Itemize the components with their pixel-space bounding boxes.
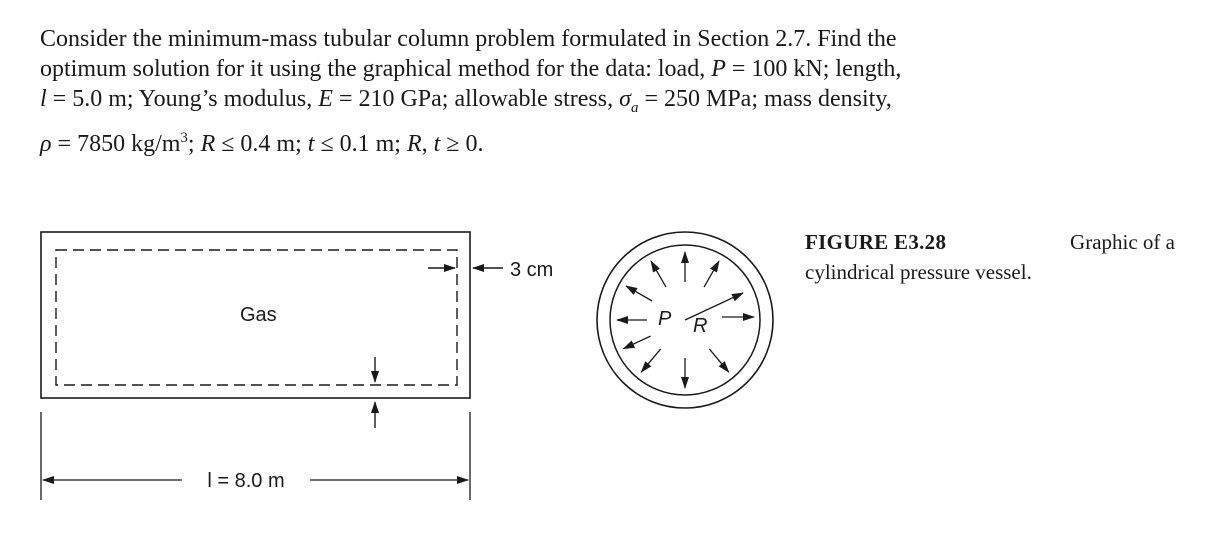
math-symbol: t [433, 130, 441, 157]
vessel-side-view [41, 232, 553, 500]
thickness-label: 3 cm [510, 259, 554, 281]
problem-text: , [421, 130, 434, 157]
math-symbol: a [630, 99, 639, 116]
problem-text: ≥ 0. [440, 130, 484, 157]
problem-text: = 5.0 m; Young’s modulus, [46, 86, 319, 112]
pressure-arrow [626, 286, 652, 301]
problem-text: Consider the minimum-mass tubular column problem formulated in Section 2.7. Find the [40, 26, 897, 52]
vessel-cross-section [597, 232, 773, 408]
figure-caption [805, 227, 1175, 287]
math-symbol: l [40, 86, 47, 112]
math-symbol: R [406, 130, 422, 157]
length-label: l = 8.0 m [207, 470, 285, 492]
math-symbol: R [200, 130, 216, 157]
math-symbol: t [307, 130, 315, 157]
pressure-arrow [709, 349, 728, 372]
pressure-arrow [704, 261, 719, 287]
caption-label: FIGURE E3.28 [805, 230, 947, 254]
pressure-arrow [651, 261, 666, 287]
pressure-arrow [641, 349, 660, 372]
caption-text-first: Graphic of a [1070, 230, 1175, 254]
problem-text: = 250 MPa; mass density, [638, 86, 892, 112]
math-symbol: σ [619, 86, 631, 112]
pressure-label: P [658, 308, 672, 330]
problem-text: = 210 GPa; allowable stress, [332, 86, 620, 112]
math-symbol: E [318, 86, 333, 112]
math-symbol: ρ [40, 130, 52, 157]
math-symbol: P [711, 56, 726, 82]
problem-text: ≤ 0.4 m; [215, 130, 308, 157]
problem-text: 3 [180, 129, 188, 146]
problem-text: = 7850 kg/m [51, 130, 181, 157]
problem-text: ; [187, 130, 201, 157]
problem-text: optimum solution for it using the graphical method for the data: load, [40, 56, 712, 82]
problem-text: ≤ 0.1 m; [314, 130, 407, 157]
problem-text: = 100 kN; length, [725, 56, 902, 82]
pressure-arrow [623, 336, 650, 349]
radius-label: R [693, 315, 708, 337]
caption-text-rest: cylindrical pressure vessel. [805, 260, 1032, 284]
gas-label: Gas [240, 304, 277, 326]
